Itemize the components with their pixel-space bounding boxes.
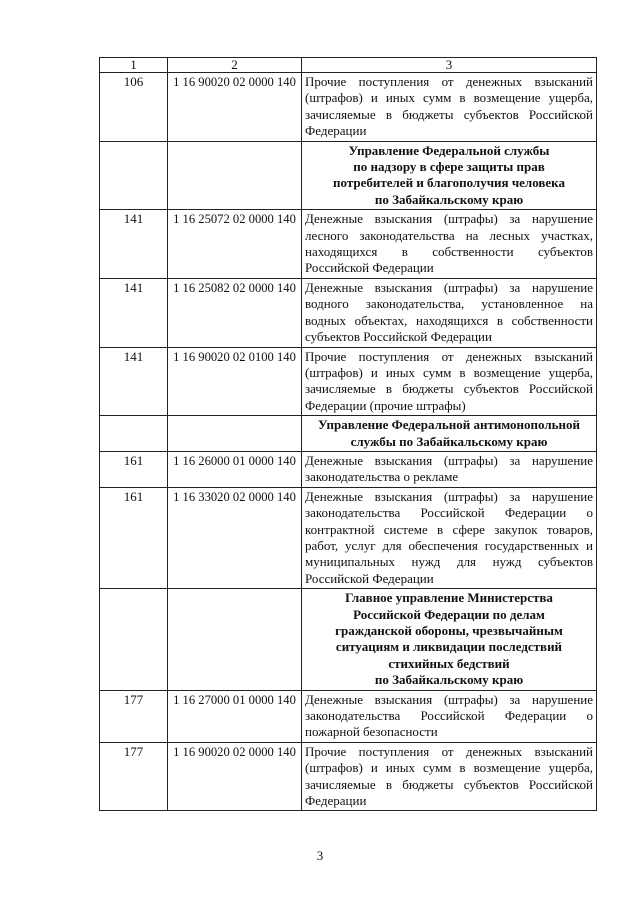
agency-heading-cell: Управление Федеральной службы по надзору в сфере защиты прав потребителей и благополучия человека по Забайкальскому краю (302, 141, 597, 210)
row-number-cell: 161 (100, 451, 168, 487)
table-body (100, 58, 597, 811)
table-row (100, 210, 597, 279)
description-cell: Денежные взыскания (штрафы) за нарушение водного законодательства, установленное на водных объектах, находящихся в собственности субъектов Российской Федерации (302, 278, 597, 347)
description-cell: Денежные взыскания (штрафы) за нарушение лесного законодательства на лесных участках, находящихся в собственности субъектов Российской Федерации (302, 210, 597, 279)
budget-code-cell: 1 16 25082 02 0000 140 (168, 278, 302, 347)
row-number-cell: 177 (100, 690, 168, 742)
section-heading-row (100, 416, 597, 452)
description-cell: Денежные взыскания (штрафы) за нарушение законодательства о рекламе (302, 451, 597, 487)
page-number: 3 (316, 848, 324, 863)
budget-code-cell: 1 16 33020 02 0000 140 (168, 487, 302, 588)
table-row (100, 487, 597, 588)
table-row (100, 347, 597, 416)
header-col-3: 3 (302, 58, 597, 73)
budget-code-cell: 1 16 27000 01 0000 140 (168, 690, 302, 742)
row-number-cell (100, 141, 168, 210)
row-number-cell: 161 (100, 487, 168, 588)
row-number-cell (100, 589, 168, 690)
table-row (100, 742, 597, 811)
budget-code-cell: 1 16 90020 02 0100 140 (168, 347, 302, 416)
header-col-2: 2 (168, 58, 302, 73)
row-number-cell (100, 416, 168, 452)
row-number-cell: 141 (100, 210, 168, 279)
header-col-1: 1 (100, 58, 168, 73)
budget-code-cell: 1 16 90020 02 0000 140 (168, 742, 302, 811)
row-number-cell: 177 (100, 742, 168, 811)
budget-code-cell (168, 589, 302, 690)
row-number-cell: 141 (100, 347, 168, 416)
description-cell: Денежные взыскания (штрафы) за нарушение законодательства Российской Федерации о контрактной системе в сфере закупок товаров, работ, услуг для обеспечения государственных и муниципальных нужд для нужд субъектов Российской Федерации (302, 487, 597, 588)
budget-code-cell: 1 16 25072 02 0000 140 (168, 210, 302, 279)
agency-heading-cell: Главное управление Министерства Российской Федерации по делам гражданской обороны, чрезвычайным ситуациям и ликвидации последствий стихийных бедствий по Забайкальскому краю (302, 589, 597, 690)
description-cell: Прочие поступления от денежных взысканий (штрафов) и иных сумм в возмещение ущерба, зачисляемые в бюджеты субъектов Российской Федерации (302, 73, 597, 142)
table-row (100, 690, 597, 742)
table-row (100, 73, 597, 142)
table-header-row (100, 58, 597, 73)
budget-code-cell (168, 141, 302, 210)
row-number-cell: 106 (100, 73, 168, 142)
description-cell: Денежные взыскания (штрафы) за нарушение законодательства Российской Федерации о пожарной безопасности (302, 690, 597, 742)
section-heading-row (100, 589, 597, 690)
section-heading-row (100, 141, 597, 210)
budget-code-cell: 1 16 90020 02 0000 140 (168, 73, 302, 142)
revenue-codes-table (99, 57, 597, 811)
row-number-cell: 141 (100, 278, 168, 347)
description-cell: Прочие поступления от денежных взысканий (штрафов) и иных сумм в возмещение ущерба, зачисляемые в бюджеты субъектов Российской Федерации (прочие штрафы) (302, 347, 597, 416)
budget-code-cell (168, 416, 302, 452)
agency-heading-cell: Управление Федеральной антимонопольной службы по Забайкальскому краю (302, 416, 597, 452)
table-row (100, 451, 597, 487)
budget-code-cell: 1 16 26000 01 0000 140 (168, 451, 302, 487)
table-row (100, 278, 597, 347)
description-cell: Прочие поступления от денежных взысканий (штрафов) и иных сумм в возмещение ущерба, зачисляемые в бюджеты субъектов Российской Федерации (302, 742, 597, 811)
